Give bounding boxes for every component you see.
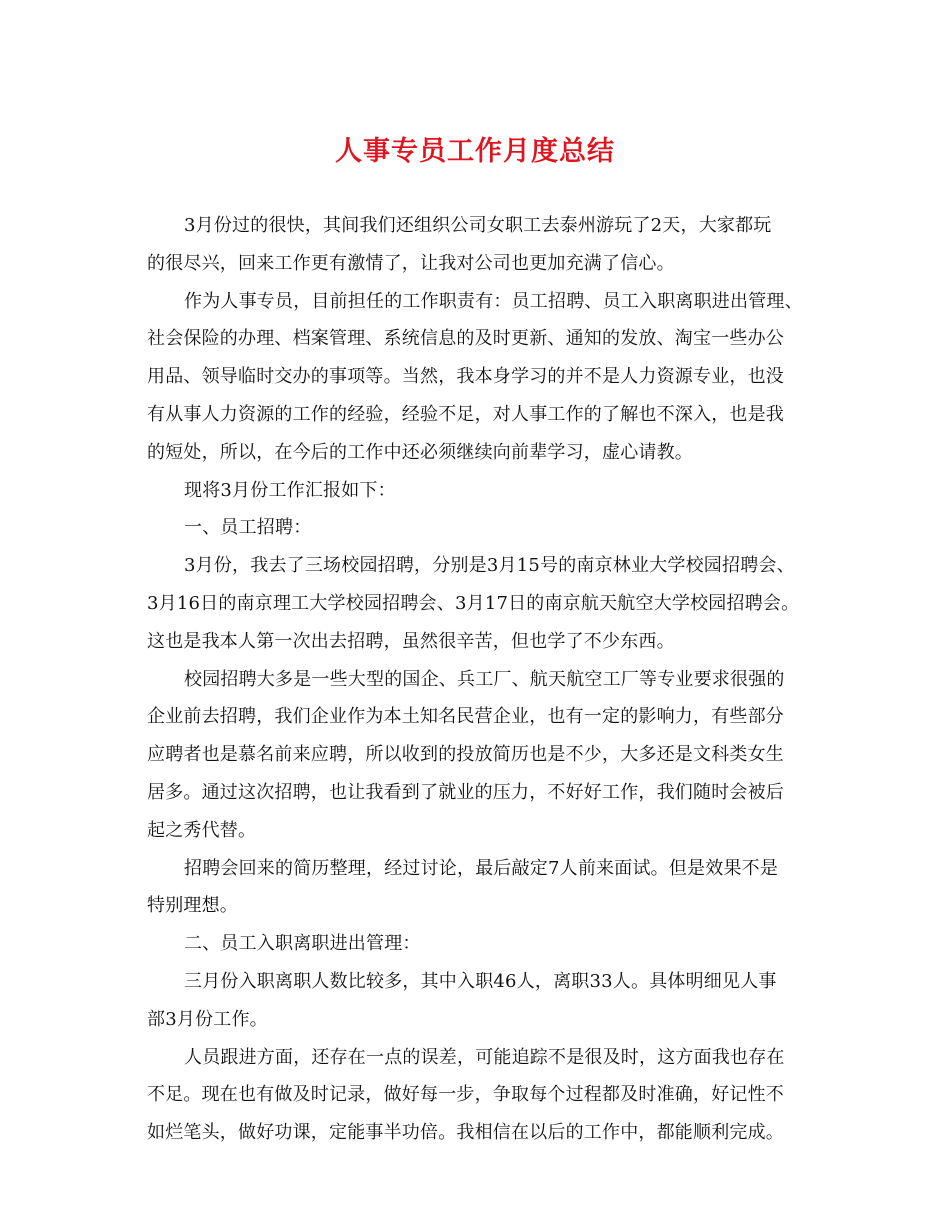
paragraph-line: 的短处，所以，在今后的工作中还必须继续向前辈学习，虚心请教。 [147, 441, 693, 463]
paragraph-line: 用品、领导临时交办的事项等。当然，我本身学习的并不是人力资源专业，也没 [147, 366, 784, 388]
paragraph-line: 特别理想。 [147, 895, 238, 917]
paragraph-line: 3月16日的南京理工大学校园招聘会、3月17日的南京航天航空大学校园招聘会。 [147, 592, 800, 614]
paragraph-line: 招聘会回来的简历整理，经过讨论，最后敲定7人前来面试。但是效果不是 [184, 857, 779, 879]
paragraph-line: 有从事人力资源的工作的经验，经验不足，对人事工作的了解也不深入，也是我 [147, 403, 784, 425]
paragraph-line: 人员跟进方面，还存在一点的误差，可能追踪不是很及时，这方面我也存在 [184, 1046, 785, 1068]
paragraph-line: 社会保险的办理、档案管理、系统信息的及时更新、通知的发放、淘宝一些办公 [147, 328, 784, 350]
paragraph-line: 如烂笔头，做好功课，定能事半功倍。我相信在以后的工作中，都能顺利完成。 [147, 1122, 784, 1144]
paragraph-line: 部3月份工作。 [147, 1008, 268, 1030]
paragraph-line: 三月份入职离职人数比较多，其中入职46人，离职33人。具体明细见人事 [184, 970, 777, 992]
paragraph-line: 应聘者也是慕名前来应聘，所以收到的投放简历也是不少，大多还是文科类女生 [147, 744, 784, 766]
paragraph-line: 不足。现在也有做及时记录，做好每一步，争取每个过程都及时准确，好记性不 [147, 1084, 784, 1106]
paragraph-line: 的很尽兴，回来工作更有激情了，让我对公司也更加充满了信心。 [147, 252, 675, 274]
paragraph-line: 校园招聘大多是一些大型的国企、兵工厂、航天航空工厂等专业要求很强的 [184, 668, 785, 690]
paragraph-line: 3月份，我去了三场校园招聘，分别是3月15号的南京林业大学校园招聘会、 [184, 555, 795, 577]
paragraph-line: 这也是我本人第一次出去招聘，虽然很辛苦，但也学了不少东西。 [147, 630, 675, 652]
document-body [147, 207, 827, 1152]
paragraph-line: 居多。通过这次招聘，也让我看到了就业的压力，不好好工作，我们随时会被后 [147, 781, 784, 803]
paragraph-line: 现将3月份工作汇报如下： [184, 479, 396, 501]
section-heading: 二、员工入职离职进出管理： [184, 933, 421, 955]
paragraph-line: 企业前去招聘，我们企业作为本土知名民营企业，也有一定的影响力，有些部分 [147, 706, 784, 728]
document-title: 人事专员工作月度总结 [335, 136, 615, 167]
section-heading: 一、员工招聘： [184, 517, 312, 539]
paragraph-line: 起之秀代替。 [147, 819, 257, 841]
paragraph-line: 3月份过的很快，其间我们还组织公司女职工去泰州游玩了2天，大家都玩 [184, 215, 772, 236]
paragraph-line: 作为人事专员，目前担任的工作职责有：员工招聘、员工入职离职进出管理、 [184, 290, 803, 312]
